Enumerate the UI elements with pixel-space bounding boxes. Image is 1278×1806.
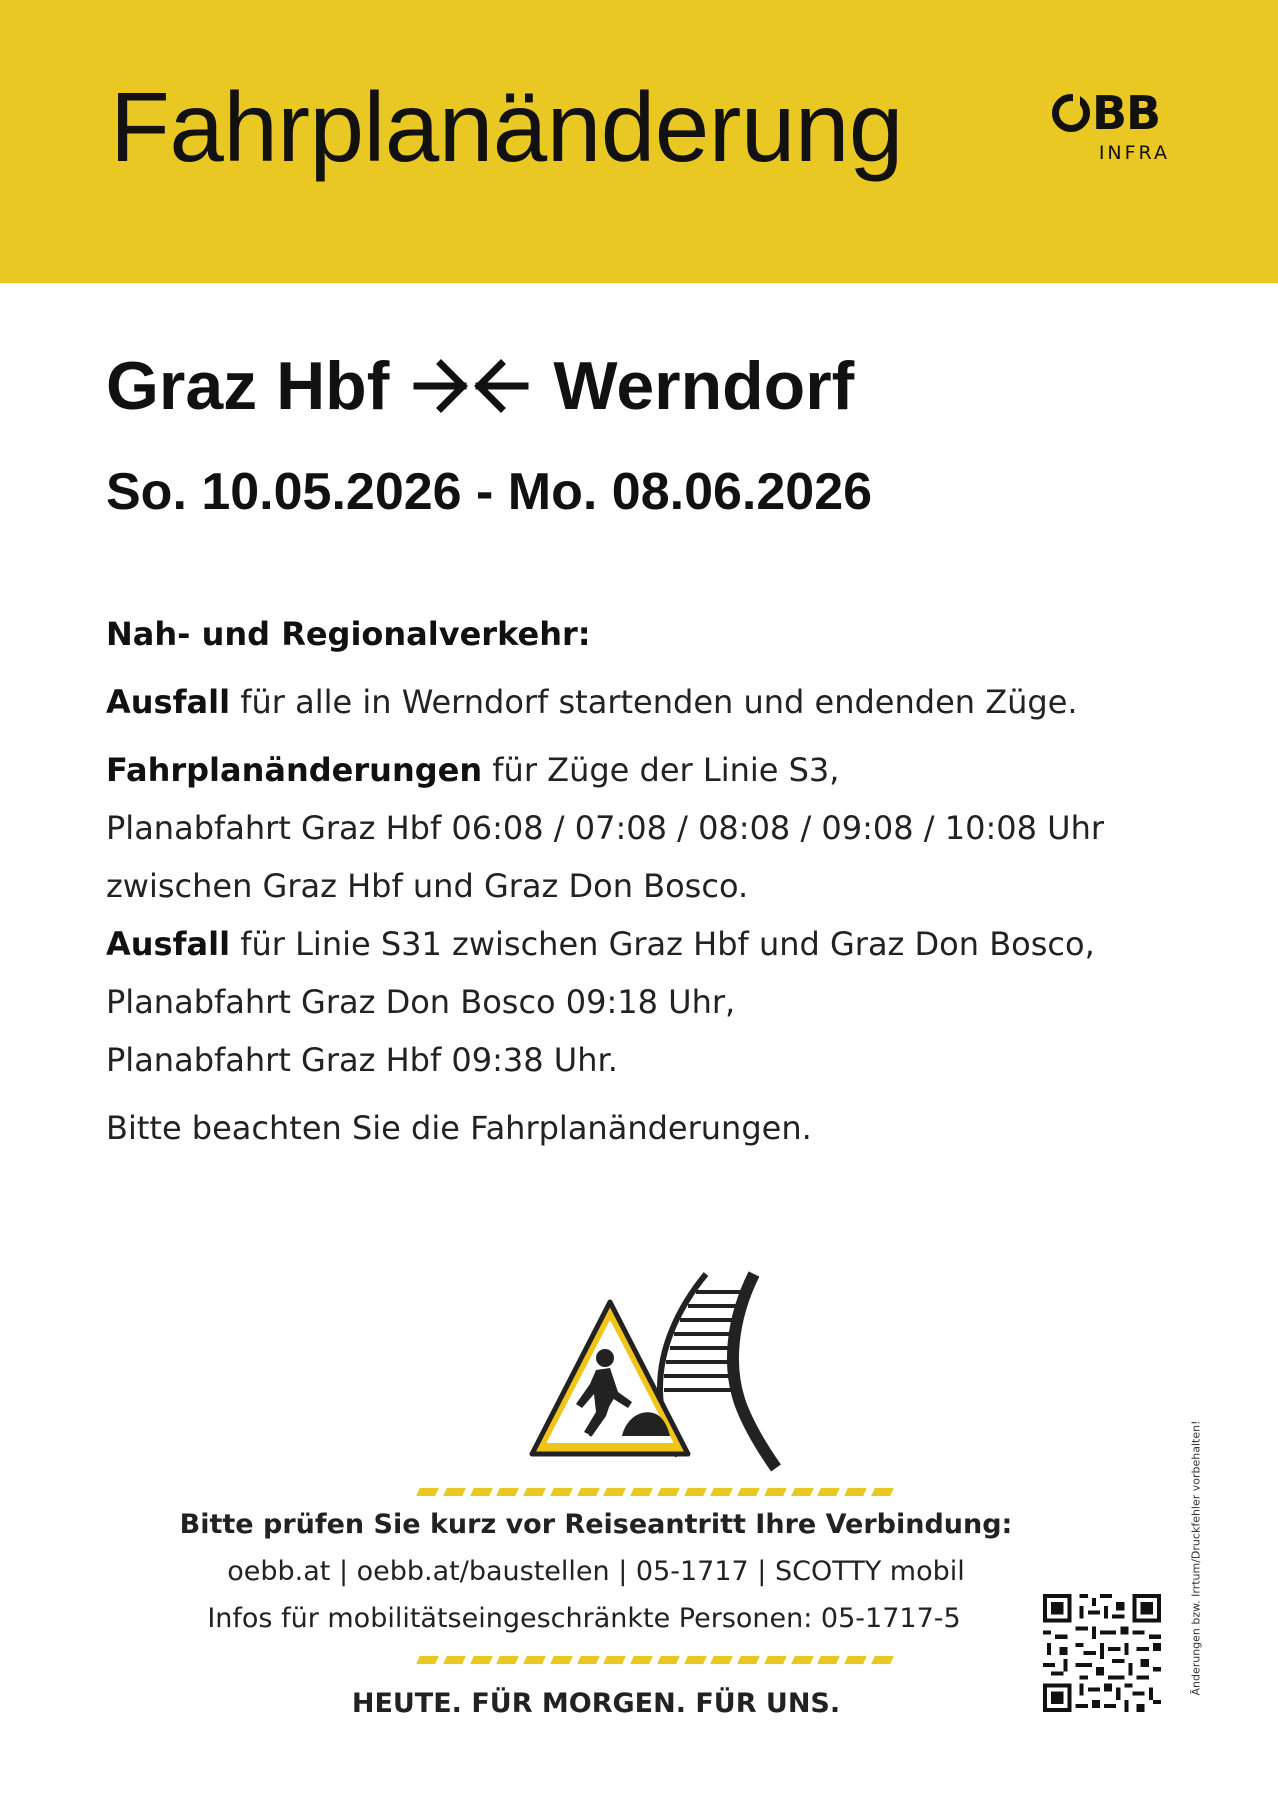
route-title [106, 348, 855, 424]
oebb-logo-letters: BB [1092, 86, 1161, 140]
notice-item-label: Ausfall [106, 925, 231, 963]
yellow-dash-divider-bottom [418, 1656, 892, 1664]
notice-item-cancellation-werndorf [106, 673, 1216, 731]
notice-line: zwischen Graz Hbf und Graz Don Bosco. [106, 867, 749, 905]
oebb-logo-o-icon [1052, 94, 1090, 132]
oebb-logo-wordmark [1052, 86, 1172, 140]
notice-item-s31-cancellation [106, 915, 1216, 1089]
notice-item-text: für Züge der Linie S3, [482, 751, 840, 789]
notice-item-s3-changes [106, 741, 1216, 915]
closing-note: Bitte beachten Sie die Fahrplanänderungen. [106, 1109, 812, 1147]
route-to: Werndorf [553, 348, 855, 424]
notice-item-text: für Linie S31 zwischen Graz Hbf und Graz Don Bosco, [230, 925, 1095, 963]
notice-line [106, 741, 1216, 799]
notice-line: Planabfahrt Graz Don Bosco 09:18 Uhr, [106, 983, 736, 1021]
qr-code-icon[interactable] [1043, 1594, 1161, 1712]
footer-mobility-info: Infos für mobilitätseingeschränkte Personen: 05-1717-5 [207, 1603, 961, 1634]
footer-check-connection: Bitte prüfen Sie kurz vor Reiseantritt Ihre Verbindung: [179, 1509, 1013, 1540]
construction-warning-graphic [510, 1268, 830, 1480]
oebb-infra-logo [1052, 86, 1172, 164]
notice-line [106, 915, 1216, 973]
notice-body [106, 605, 1216, 1167]
notice-item-text: für alle in Werndorf startenden und endenden Züge. [230, 683, 1078, 721]
route-from: Graz Hbf [106, 348, 390, 424]
date-range: So. 10.05.2026 - Mo. 08.06.2026 [106, 463, 873, 521]
footer-slogan: HEUTE. FÜR MORGEN. FÜR UNS. [351, 1688, 841, 1719]
section-heading: Nah- und Regionalverkehr: [106, 615, 591, 653]
footer-links: oebb.at | oebb.at/baustellen | 05-1717 | SCOTTY mobil [227, 1556, 965, 1587]
header-band [0, 0, 1278, 283]
notice-line: Planabfahrt Graz Hbf 06:08 / 07:08 / 08:08 / 09:08 / 10:08 Uhr [106, 809, 1104, 847]
oebb-logo-subtitle: INFRA [1098, 142, 1170, 164]
notice-item-label: Ausfall [106, 683, 231, 721]
notice-line: Planabfahrt Graz Hbf 09:38 Uhr. [106, 1041, 618, 1079]
notice-item-label: Fahrplanänderungen [106, 751, 483, 789]
page-title: Fahrplanänderung [110, 72, 903, 182]
disclaimer-container [1184, 1400, 1208, 1716]
bidirectional-arrows-icon [413, 358, 529, 414]
yellow-dash-divider-top [418, 1488, 892, 1496]
disclaimer: Änderungen bzw. Irrtum/Druckfehler vorbehalten! [1189, 1420, 1203, 1696]
